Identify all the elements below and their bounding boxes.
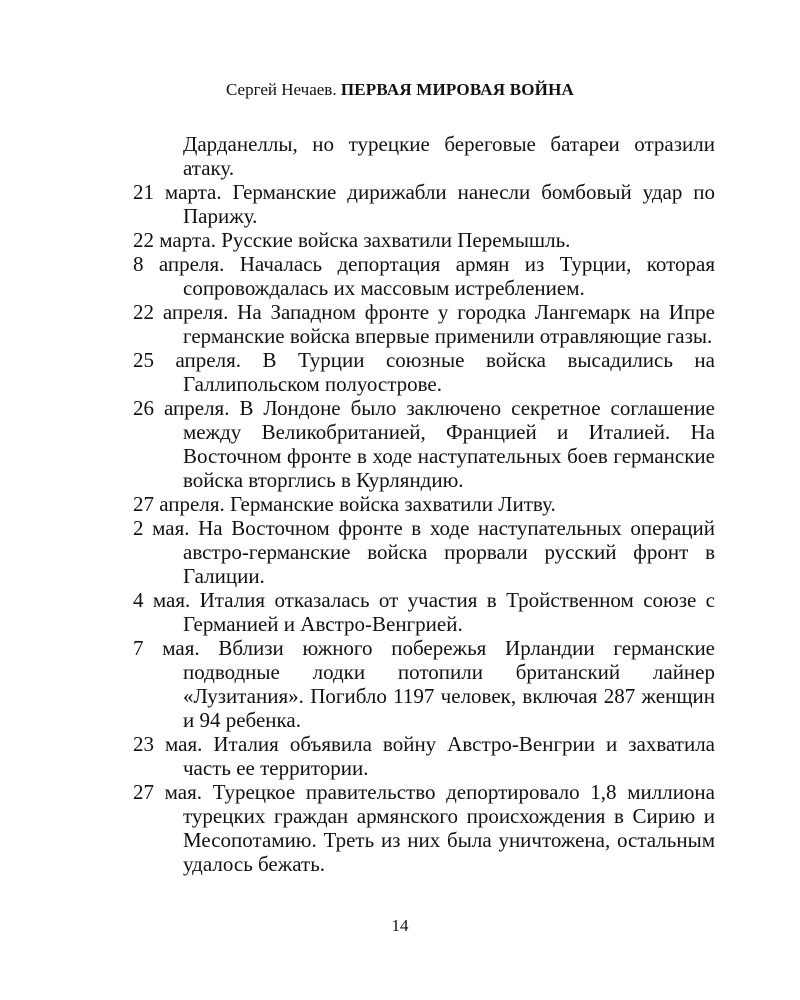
chronology-entry: 8 апреля. Началась депортация армян из Турции, которая сопровождалась их массовым истреблением.	[133, 252, 715, 300]
chronology-entry: 4 мая. Италия отказалась от участия в Тройственном союзе с Германией и Австро-Венгрией.	[133, 588, 715, 636]
running-header	[0, 78, 800, 102]
chronology-entry: 27 апреля. Германские войска захватили Литву.	[133, 492, 556, 516]
chronology-text	[133, 132, 715, 876]
page-number: 14	[391, 916, 409, 935]
header-title: ПЕРВАЯ МИРОВАЯ ВОЙНА	[340, 80, 574, 99]
continuation-paragraph: Дарданеллы, но турецкие береговые батареи отразили атаку.	[183, 132, 715, 180]
header-author: Сергей Нечаев.	[226, 80, 337, 99]
chronology-entry: 21 марта. Германские дирижабли нанесли бомбовый удар по Парижу.	[133, 180, 715, 228]
chronology-entry: 22 апреля. На Западном фронте у городка Лангемарк на Ипре германские войска впервые применили отравляющие газы.	[133, 300, 715, 348]
chronology-entry: 23 мая. Италия объявила войну Австро-Венгрии и захватила часть ее территории.	[133, 732, 715, 780]
chronology-entry: 22 марта. Русские войска захватили Перемышль.	[133, 228, 571, 252]
chronology-entry: 27 мая. Турецкое правительство депортировало 1,8 миллиона турецких граждан армянского происхождения в Сирию и Месопотамию. Треть из них была уничтожена, остальным удалось бежать.	[133, 780, 715, 876]
chronology-entry: 7 мая. Вблизи южного побережья Ирландии германские подводные лодки потопили британский лайнер «Лузитания». Погибло 1197 человек, включая 287 женщин и 94 ребенка.	[133, 636, 715, 732]
chronology-entry: 2 мая. На Восточном фронте в ходе наступательных операций австро-германские войска прорвали русский фронт в Галиции.	[133, 516, 715, 588]
chronology-entry: 26 апреля. В Лондоне было заключено секретное соглашение между Великобританией, Францией и Италией. На Восточном фронте в ходе наступательных боев германские войска вторглись в Курляндию.	[133, 396, 715, 492]
chronology-entry: 25 апреля. В Турции союзные войска высадились на Галлипольском полуострове.	[133, 348, 715, 396]
